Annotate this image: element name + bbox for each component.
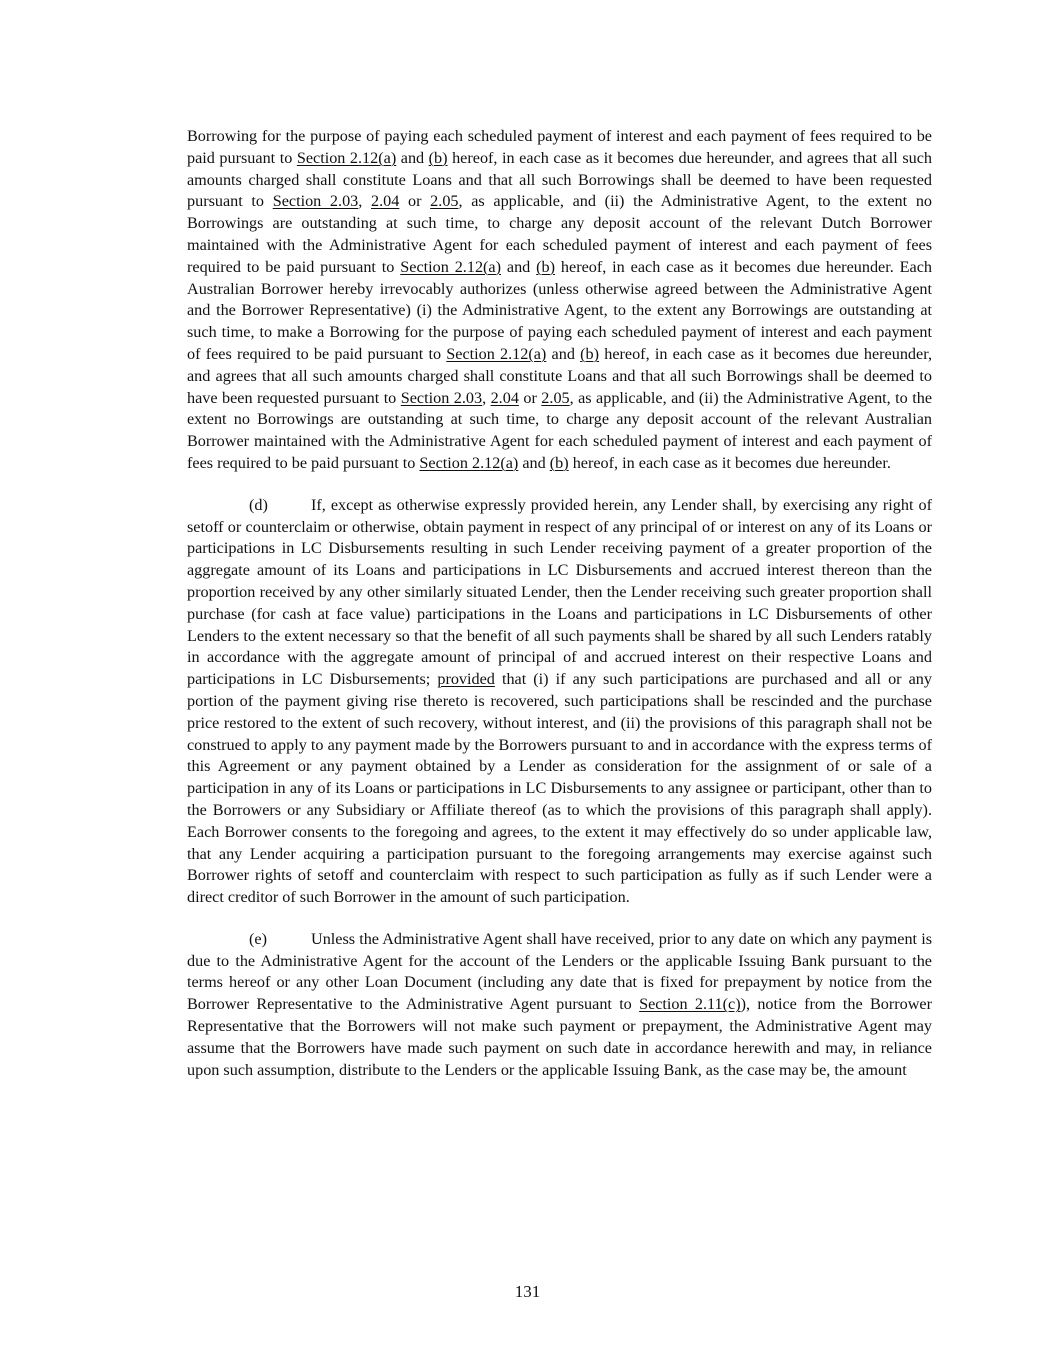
paragraph-e-text [187,930,932,1079]
text-run: and [518,453,550,472]
paragraph-e [187,929,932,1082]
cross-reference: 2.04 [490,388,519,407]
cross-reference: Section 2.03 [400,388,483,407]
cross-reference: Section 2.12(a) [400,257,502,276]
cross-reference: Section 2.03 [272,192,359,211]
cross-reference: 2.04 [371,192,400,211]
text-run: that (i) if any such participations are purchased and all or any portion of the payment giving rise thereto is recovered, such participations shall be rescinded and the purchase price restored to the extent of such recovery, without interest, and (ii) the provisions of this paragraph shall not be construed to apply to any payment made by the Borrowers pursuant to and in accordance with the express terms of this Agreement or any payment obtained by a Lender as consideration for the assignment of or sale of a participation in any of its Loans or participations in LC Disbursements to any assignee or participant, other than to the Borrowers or any Subsidiary or Affiliate thereof (as to which the provisions of this paragraph shall apply). Each Borrower consents to the foregoing and agrees, to the extent it may effectively do so under applicable law, that any Lender acquiring a participation pursuant to the foregoing arrangements may exercise against such Borrower rights of setoff and counterclaim with respect to such participation as fully as if such Lender were a direct creditor of such Borrower in the amount of such participation. [187,670,932,907]
cross-reference: (b) [580,344,600,363]
text-run: Borrowing for the purpose of paying each scheduled payment of interest and each payment of fees required to be paid pursuant to [187,127,932,167]
text-run: or [518,388,542,407]
text-run: hereof, in each case as it becomes due hereunder, and agrees that all such amounts charged shall constitute Loans and that all such Borrowings shall be deemed to have been requested pursuant to [187,344,932,407]
cross-reference: 2.05 [541,388,570,407]
text-run: hereof, in each case as it becomes due hereunder. [568,453,891,472]
text-run: hereof, in each case as it becomes due hereunder, and agrees that all such amounts charged shall constitute Loans and that all such Borrowings shall be deemed to have been requested pursuant to [187,148,932,211]
cross-reference: (b) [428,148,448,167]
cross-reference: Section 2.12(a) [296,148,397,167]
cross-reference: (b) [549,453,569,472]
cross-reference: 2.05 [430,192,459,211]
cross-reference: Section 2.12(a) [446,344,547,363]
paragraph-d [187,495,932,909]
text-run: Unless the Administrative Agent shall have received, prior to any date on which any payment is due to the Administrative Agent for the account of the Lenders or the applicable Issuing Bank pursuant to the terms hereof or any other Loan Document (including any date that is fixed for prepayment by notice from the Borrower Representative to the Administrative Agent pursuant to [187,929,932,1014]
text-run: and [396,148,429,167]
text-run: , as applicable, and (ii) the Administrative Agent, to the extent no Borrowings are outstanding at such time, to charge any deposit account of the relevant Australian Borrower maintained with the Administrative Agent for each scheduled payment of interest and each payment of fees required to be paid pursuant to [187,388,932,472]
paragraph-d-label: (d) [249,495,268,514]
paragraph-c-continued [187,126,932,475]
page-number: 131 [514,1282,541,1301]
text-run: , [358,192,371,211]
cross-reference: Section 2.12(a) [419,453,519,472]
text-run: If, except as otherwise expressly provided herein, any Lender shall, by exercising any right of setoff or counterclaim or otherwise, obtain payment in respect of any principal of or interest on any of its Loans or participations in LC Disbursements resulting in such Lender receiving payment of a greater proportion of the aggregate amount of its Loans and participations in LC Disbursements and accrued interest thereon than the proportion received by any other similarly situated Lender, then the Lender receiving such greater proportion shall purchase (for cash at face value) participations in the Loans and participations in LC Disbursements of other Lenders to the extent necessary so that the benefit of all such payments shall be shared by all such Lenders ratably in accordance with the aggregate amount of principal of and accrued interest on their respective Loans and participations in LC Disbursements; [187,495,932,689]
paragraph-d-text [187,496,932,906]
cross-reference: Section 2.11(c) [639,995,741,1014]
text-run: and [501,257,537,276]
text-run: hereof, in each case as it becomes due hereunder. Each Australian Borrower hereby irrevocably authorizes (unless otherwise agreed between the Administrative Agent and the Borrower Representative) (i) the Administrative Agent, to the extent any Borrowings are outstanding at such time, to make a Borrowing for the purpose of paying each scheduled payment of interest and each payment of fees required to be paid pursuant to [187,257,932,363]
text-run: , as applicable, and (ii) the Administrative Agent, to the extent no Borrowings are outstanding at such time, to charge any deposit account of the relevant Dutch Borrower maintained with the Administrative Agent for each scheduled payment of interest and each payment of fees required to be paid pursuant to [187,192,933,276]
text-run: and [546,344,581,363]
text-run: ), notice from the Borrower Representative that the Borrowers will not make such payment or prepayment, the Administrative Agent may assume that the Borrowers have made such payment on such date in accordance herewith and may, in reliance upon such assumption, distribute to the Lenders or the applicable Issuing Bank, as the case may be, the amount [187,995,932,1079]
text-run: or [399,192,431,211]
cross-reference: provided [437,670,495,689]
cross-reference: (b) [536,257,556,276]
paragraph-e-label: (e) [249,929,267,948]
text-run: , [482,388,491,407]
document-body [187,126,932,1101]
